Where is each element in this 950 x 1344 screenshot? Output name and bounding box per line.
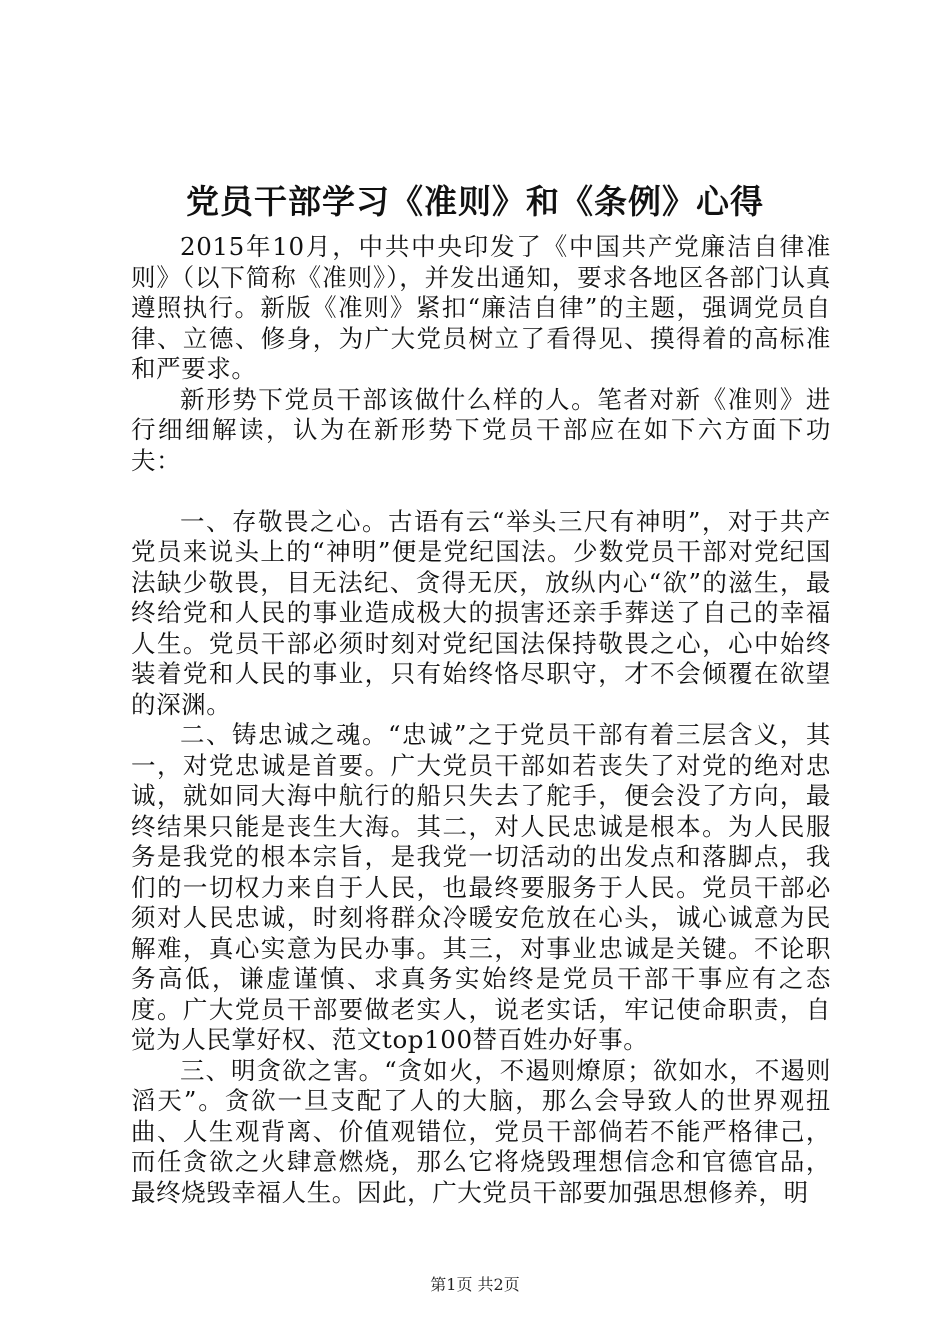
paragraph-point-3: 三、明贪欲之害。“贪如火，不遏则燎原；欲如水，不遏则滔天”。贪欲一旦支配了人的大脑，那么会导致人的世界观扭曲、人生观背离、价值观错位，党员干部倘若不能严格律己，而任贪欲之火肆意燃烧，那么它将烧毁理想信念和官德官品，最终烧毁幸福人生。因此，广大党员干部要加强思想修养，明 [131,1055,831,1207]
paragraph-point-1: 一、存敬畏之心。古语有云“举头三尺有神明”，对于共产党员来说头上的“神明”便是党纪国法。少数党员干部对党纪国法缺少敬畏，目无法纪、贪得无厌，放纵内心“欲”的滋生，最终给党和人民的事业造成极大的损害还亲手葬送了自己的幸福人生。党员干部必须时刻对党纪国法保持敬畏之心，心中始终装着党和人民的事业，只有始终恪尽职守，才不会倾覆在欲望的深渊。 [131,506,831,719]
paragraph-spacer [131,476,831,507]
paragraph-point-2: 二、铸忠诚之魂。“忠诚”之于党员干部有着三层含义，其一，对党忠诚是首要。广大党员干部如若丧失了对党的绝对忠诚，就如同大海中航行的船只失去了舵手，便会没了方向，最终结果只能是丧生大海。其二，对人民忠诚是根本。为人民服务是我党的根本宗旨，是我党一切活动的出发点和落脚点，我们的一切权力来自于人民，也最终要服务于人民。党员干部必须对人民忠诚，时刻将群众冷暖安危放在心头，诚心诚意为民解难，真心实意为民办事。其三，对事业忠诚是关键。不论职务高低，谦虚谨慎、求真务实始终是党员干部干事应有之态度。广大党员干部要做老实人，说老实话，牢记使命职责，自觉为人民掌好权、范文top100替百姓办好事。 [131,720,831,1054]
paragraph-overview: 新形势下党员干部该做什么样的人。笔者对新《准则》进行细细解读，认为在新形势下党员干部应在如下六方面下功夫： [131,384,831,475]
paragraph-intro: 2015年10月，中共中央印发了《中国共产党廉洁自律准则》（以下简称《准则》），并发出通知，要求各地区各部门认真遵照执行。新版《准则》紧扣“廉洁自律”的主题，强调党员自律、立德、修身，为广大党员树立了看得见、摸得着的高标准和严要求。 [131,232,831,383]
document-body [131,232,831,1208]
page-number-footer: 第1页 共2页 [430,1275,520,1294]
document-title: 党员干部学习《准则》和《条例》心得 [186,182,764,221]
